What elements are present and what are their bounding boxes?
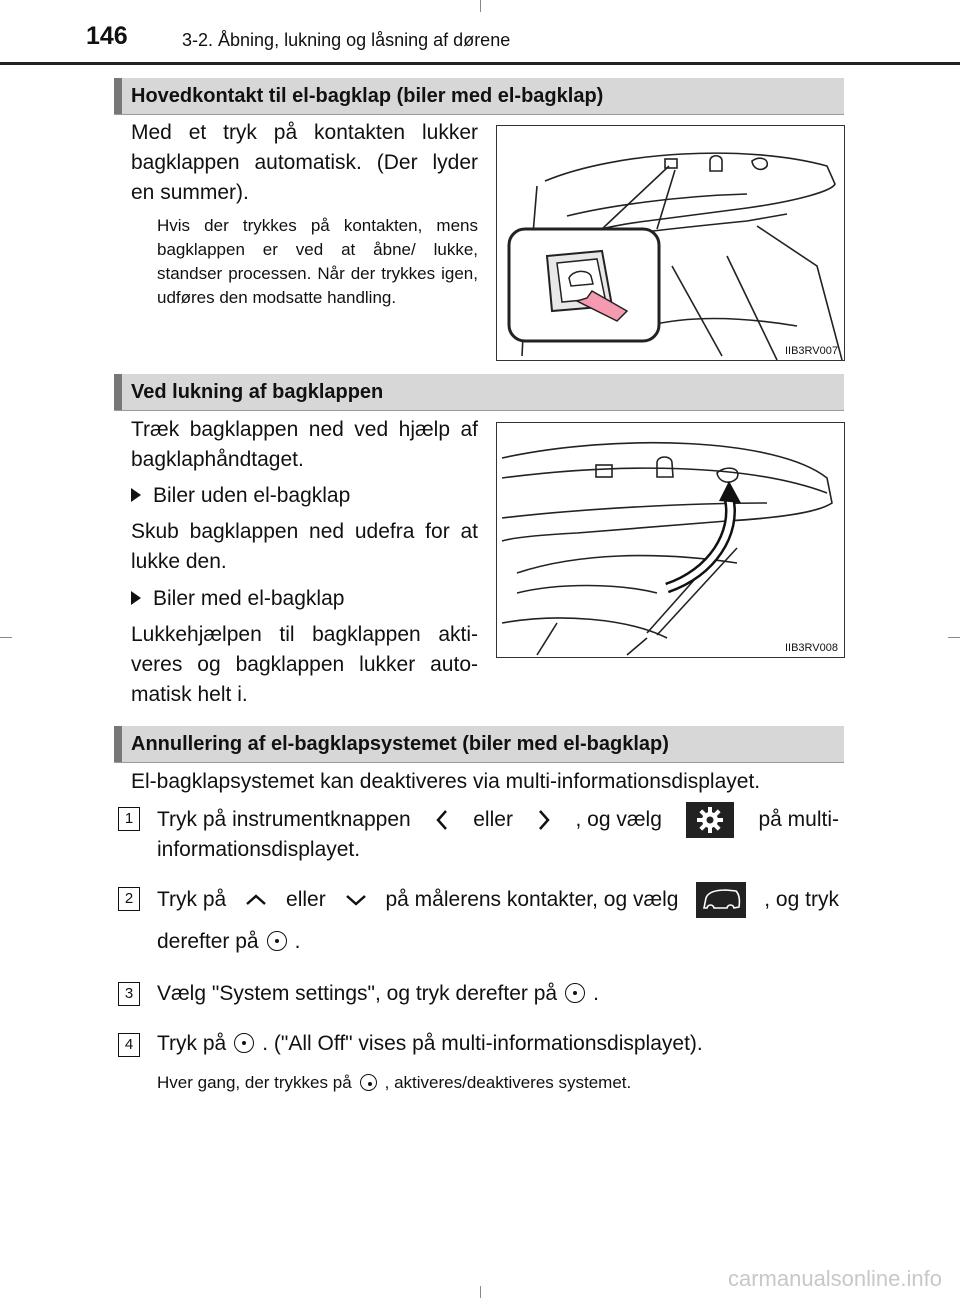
watermark: carmanualsonline.info	[727, 1266, 942, 1291]
step-text: Tryk på	[157, 1032, 227, 1055]
step-text: informationsdisplayet.	[157, 838, 361, 861]
section-heading-main-switch	[114, 78, 844, 115]
chevron-down-icon	[344, 893, 368, 907]
chevron-up-icon	[244, 893, 268, 907]
section-heading-closing	[114, 374, 844, 411]
ok-button-icon	[360, 1074, 377, 1091]
step-4	[157, 1029, 703, 1059]
section1-note: Hvis der trykkes på kontakten, mens bagklappen er ved at åbne/ lukke, standser processen. Når der trykkes igen, udføres den modsatte handling.	[157, 216, 478, 307]
step-number: 1	[118, 807, 140, 831]
figure-tailgate-handle	[496, 422, 845, 658]
step-text: . ("All Off" vises på multi-informationsdisplayet).	[262, 1032, 703, 1055]
bullet-label: Biler uden el-bagklap	[153, 484, 351, 507]
step-text: , og tryk	[764, 888, 839, 911]
chevron-left-icon	[435, 809, 449, 831]
bullet-label: Biler med el-bagklap	[153, 587, 345, 610]
chapter-title: 3-2. Åbning, lukning og låsning af dørene	[182, 30, 511, 50]
bullet-with-power-tailgate	[131, 584, 344, 614]
section3-intro: El-bagklapsystemet kan deaktiveres via multi-informationsdisplayet.	[131, 770, 761, 793]
ok-button-icon	[565, 983, 585, 1003]
ok-button-icon	[267, 931, 287, 951]
step-text: eller	[286, 888, 326, 911]
crop-mark	[948, 637, 960, 638]
crop-mark	[0, 637, 12, 638]
step-text: på målerens kontakter, og vælg	[385, 888, 679, 911]
vehicle-settings-icon	[696, 882, 746, 918]
section2-body3: Lukkehjælpen til bagklappen akti- veres og bagklappen lukker auto- matisk helt i.	[131, 623, 478, 706]
step-2	[157, 883, 839, 957]
bullet-without-power-tailgate	[131, 481, 350, 511]
page-number: 146	[86, 22, 128, 50]
step-text: Tryk på instrumentknappen	[157, 808, 411, 831]
header-rule	[0, 62, 960, 65]
step-text: Tryk på	[157, 888, 227, 911]
section2-body: Træk bagklappen ned ved hjælp af bagklaphåndtaget.	[131, 418, 478, 471]
bullet-triangle-icon	[131, 591, 141, 605]
crop-mark	[480, 0, 481, 12]
step-number: 3	[118, 982, 140, 1006]
crop-mark	[480, 1286, 481, 1298]
section-title: Ved lukning af bagklappen	[131, 381, 384, 403]
section1-body: Med et tryk på kontakten lukker bagklappen automatisk. (Der lyder en summer).	[131, 121, 478, 204]
section-title: Annullering af el-bagklapsystemet (biler med el-bagklap)	[131, 733, 669, 755]
note-text: Hver gang, der trykkes på	[157, 1073, 352, 1092]
step-number: 4	[118, 1033, 140, 1057]
step-text: på multi-	[758, 808, 839, 831]
step-text: , og vælg	[575, 808, 662, 831]
section2-body2: Skub bagklappen ned udefra for at lukke den.	[131, 520, 478, 573]
step-text: eller	[473, 808, 513, 831]
section3-note	[157, 1071, 631, 1095]
step-number: 2	[118, 887, 140, 911]
step-3	[157, 979, 599, 1009]
figure-code: IIB3RV008	[784, 642, 838, 654]
chevron-right-icon	[537, 809, 551, 831]
ok-button-icon	[234, 1033, 254, 1053]
settings-gear-icon	[686, 802, 734, 838]
step-text: .	[294, 930, 301, 953]
section-title: Hovedkontakt til el-bagklap (biler med el-bagklap)	[131, 85, 604, 107]
step-text: .	[593, 982, 599, 1005]
note-text: , aktiveres/deaktiveres systemet.	[384, 1073, 632, 1092]
step-1	[157, 805, 839, 865]
figure-tailgate-switch	[496, 125, 845, 361]
section-heading-cancel-system	[114, 726, 844, 763]
figure-code: IIB3RV007	[784, 345, 838, 357]
bullet-triangle-icon	[131, 488, 141, 502]
step-text: Vælg "System settings", og tryk derefter på	[157, 982, 558, 1005]
tailgate-handle-illustration	[497, 423, 844, 657]
tailgate-switch-illustration	[497, 126, 844, 360]
step-text: derefter på	[157, 930, 259, 953]
